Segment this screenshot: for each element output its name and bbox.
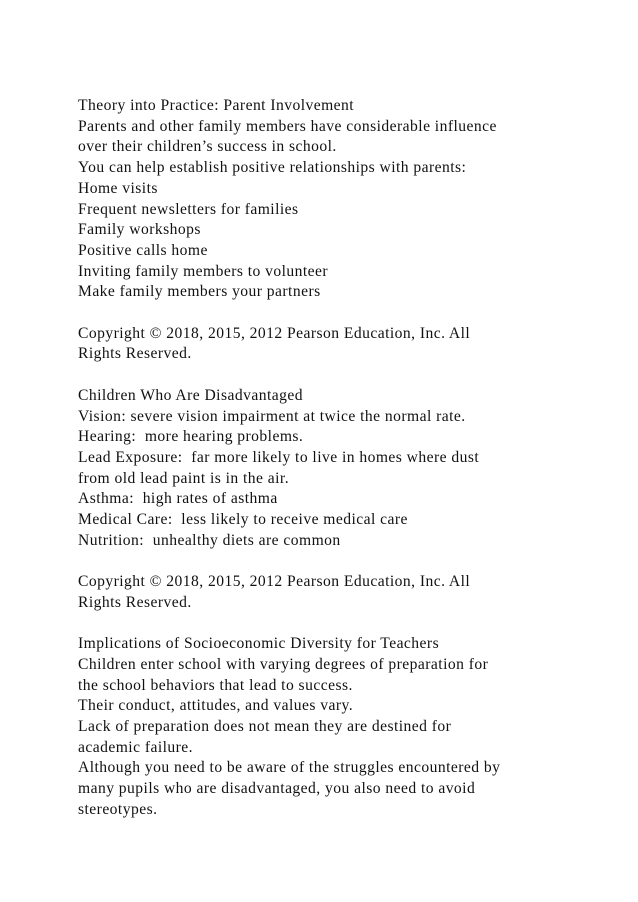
text-line: the school behaviors that lead to success. — [78, 676, 353, 694]
text-line: Lack of preparation does not mean they are destined for — [78, 718, 452, 736]
section-heading: Theory into Practice: Parent Involvement — [78, 97, 355, 114]
list-item: Vision: severe vision impairment at twice the normal rate. — [78, 407, 466, 425]
section-heading: Children Who Are Disadvantaged — [78, 386, 303, 404]
text-line: Their conduct, attitudes, and values vary. — [78, 697, 354, 715]
section-heading: Implications of Socioeconomic Diversity for Teachers — [78, 635, 440, 653]
section-parent-involvement — [78, 96, 618, 303]
text-line: Copyright © 2018, 2015, 2012 Pearson Education, Inc. All — [78, 324, 471, 342]
paragraph-spacer — [78, 614, 618, 635]
copyright-notice — [78, 324, 618, 365]
list-item: Asthma: high rates of asthma — [78, 490, 278, 508]
list-item: Family workshops — [78, 221, 201, 239]
list-item: Medical Care: less likely to receive medical care — [78, 511, 408, 529]
list-item: Lead Exposure: far more likely to live in homes where dust — [78, 448, 480, 466]
text-line: Although you need to be aware of the struggles encountered by — [78, 759, 501, 777]
list-item: Home visits — [78, 179, 158, 197]
list-item: Nutrition: unhealthy diets are common — [78, 531, 341, 549]
list-item: Positive calls home — [78, 241, 208, 259]
list-item: Frequent newsletters for families — [78, 200, 299, 218]
list-item: Hearing: more hearing problems. — [78, 428, 304, 446]
text-line: Children enter school with varying degrees of preparation for — [78, 655, 489, 673]
text-line: Rights Reserved. — [78, 345, 192, 363]
text-line: academic failure. — [78, 738, 194, 756]
text-line: from old lead paint is in the air. — [78, 469, 290, 487]
list-item: Make family members your partners — [78, 283, 321, 301]
paragraph-spacer — [78, 365, 618, 386]
paragraph-spacer — [78, 551, 618, 572]
text-line: over their children’s success in school. — [78, 138, 337, 156]
text-line: stereotypes. — [78, 800, 158, 818]
section-disadvantaged-children — [78, 386, 618, 552]
section-socioeconomic-implications — [78, 634, 618, 820]
text-line: You can help establish positive relationships with parents: — [78, 159, 467, 177]
text-line: Parents and other family members have considerable influence — [78, 117, 497, 135]
text-line: many pupils who are disadvantaged, you also need to avoid — [78, 780, 476, 798]
list-item: Inviting family members to volunteer — [78, 262, 329, 280]
text-line: Copyright © 2018, 2015, 2012 Pearson Education, Inc. All — [78, 573, 471, 591]
paragraph-spacer — [78, 303, 618, 324]
document-body — [78, 96, 618, 821]
copyright-notice — [78, 572, 618, 613]
text-line: Rights Reserved. — [78, 593, 192, 611]
